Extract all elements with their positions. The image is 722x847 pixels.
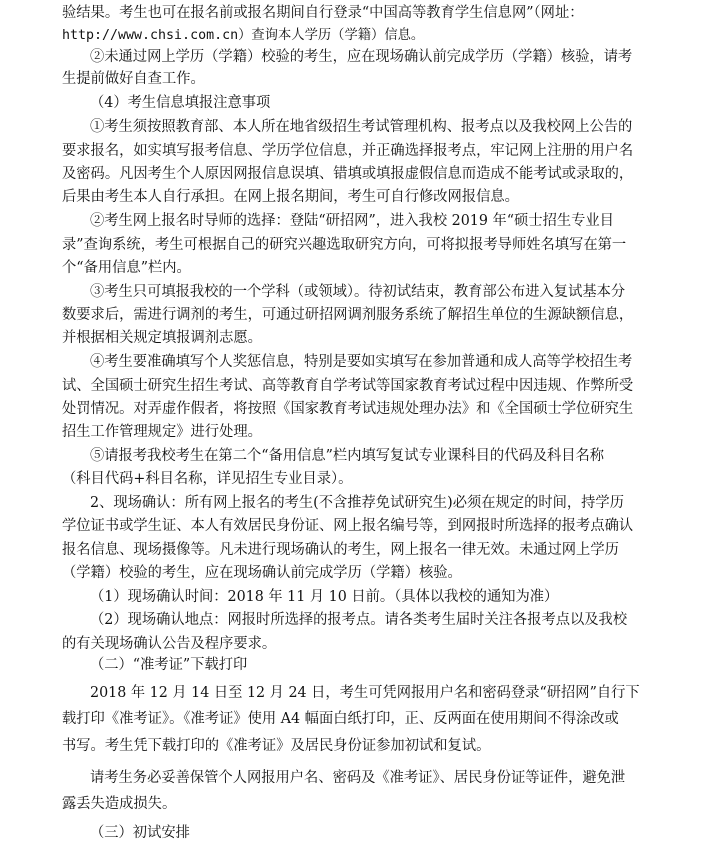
text-line: 请考生务必妥善保管个人网报用户名、密码及《准考证》、居民身份证等证件，避免泄 bbox=[90, 770, 626, 786]
text-line: 招生工作管理规定》进行处理。 bbox=[62, 424, 262, 440]
text-line: 的有关现场确认公告及程序要求。 bbox=[62, 636, 277, 652]
text-line: 要求报名，如实填写报考信息、学历学位信息，并正确选择报考点，牢记网上注册的用户名 bbox=[62, 143, 634, 159]
text-line: 载打印《准考证》。《准考证》使用 A4 幅面白纸打印，正、反两面在使用期间不得涂改或 bbox=[62, 711, 619, 727]
text-line: 录”查询系统，考生可根据自己的研究兴趣选取研究方向，可将拟报考导师姓名填写在第一 bbox=[62, 237, 627, 253]
text-line: （科目代码+科目名称，详见招生专业目录）。 bbox=[62, 471, 353, 487]
text-line: ②未通过网上学历（学籍）校验的考生，应在现场确认前完成学历（学籍）核验，请考 bbox=[90, 49, 633, 65]
text-line: 个“备用信息”栏内。 bbox=[62, 260, 191, 276]
text-line: 2018 年 12 月 14 日至 12 月 24 日，考生可凭网报用户名和密码登录“研招网”自行下 bbox=[90, 685, 640, 701]
section-heading: （二）“准考证”下载打印 bbox=[90, 657, 248, 673]
text-line: 后果由考生本人自行承担。在网上报名期间，考生可自行修改网报信息。 bbox=[62, 189, 519, 205]
text-line: （学籍）校验的考生，应在现场确认前完成学历（学籍）核验。 bbox=[62, 565, 462, 581]
text-line: ④考生要准确填写个人奖惩信息，特别是要如实填写在参加普通和成人高等学校招生考 bbox=[90, 354, 633, 370]
text-line: 验结果。考生也可在报名前或报名期间自行登录“中国高等教育学生信息网”（网址： bbox=[62, 5, 584, 21]
text-line: 学位证书或学生证、本人有效居民身份证、网上报名编号等，到网报时所选择的报考点确认 bbox=[62, 518, 634, 534]
text-line: ②考生网上报名时导师的选择：登陆“研招网”，进入我校 2019 年“硕士招生专业目 bbox=[90, 213, 614, 229]
text-line: 试、全国硕士研究生招生考试、高等教育自学考试等国家教育考试过程中因违规、作弊所受 bbox=[62, 378, 634, 394]
text-line: 书写。考生凭下载打印的《准考证》及居民身份证参加初试和复试。 bbox=[62, 738, 491, 754]
text-line: （2）现场确认地点：网报时所选择的报考点。请各类考生届时关注各报考点以及我校 bbox=[90, 612, 628, 628]
text-line: ③考生只可填报我校的一个学科（或领域）。待初试结束，教育部公布进入复试基本分 bbox=[90, 284, 626, 300]
text-line: ①考生须按照教育部、本人所在地省级招生考试管理机构、报考点以及我校网上公告的 bbox=[90, 119, 633, 135]
text-line: ⑤请报考我校考生在第二个“备用信息”栏内填写复试专业课科目的代码及科目名称 bbox=[90, 448, 605, 464]
text-line: 露丢失造成损失。 bbox=[62, 796, 177, 812]
text-line: 及密码。凡因考生个人原因网报信息误填、错填或填报虚假信息而造成不能考试或录取的， bbox=[62, 166, 634, 182]
text-line: 2、现场确认：所有网上报名的考生(不含推荐免试研究生)必须在规定的时间，持学历 bbox=[90, 495, 624, 511]
text-line: 数要求后，需进行调剂的考生，可通过研招网调剂服务系统了解招生单位的生源缺额信息， bbox=[62, 307, 634, 323]
text-line: 报名信息、现场摄像等。凡未进行现场确认的考生，网上报名一律无效。未通过网上学历 bbox=[62, 542, 619, 558]
text-line: 生提前做好自查工作。 bbox=[62, 71, 205, 87]
section-heading: （4）考生信息填报注意事项 bbox=[90, 95, 271, 111]
text-line: http://www.chsi.com.cn）查询本人学历（学籍）信息。 bbox=[62, 27, 425, 43]
text-line: （1）现场确认时间：2018 年 11 月 10 日前。（具体以我校的通知为准） bbox=[90, 589, 559, 605]
section-heading: （三）初试安排 bbox=[90, 825, 190, 841]
text-line: 并根据相关规定填报调剂志愿。 bbox=[62, 330, 262, 346]
text-line: 处罚情况。对弄虚作假者，将按照《国家教育考试违规处理办法》和《全国硕士学位研究生 bbox=[62, 401, 634, 417]
